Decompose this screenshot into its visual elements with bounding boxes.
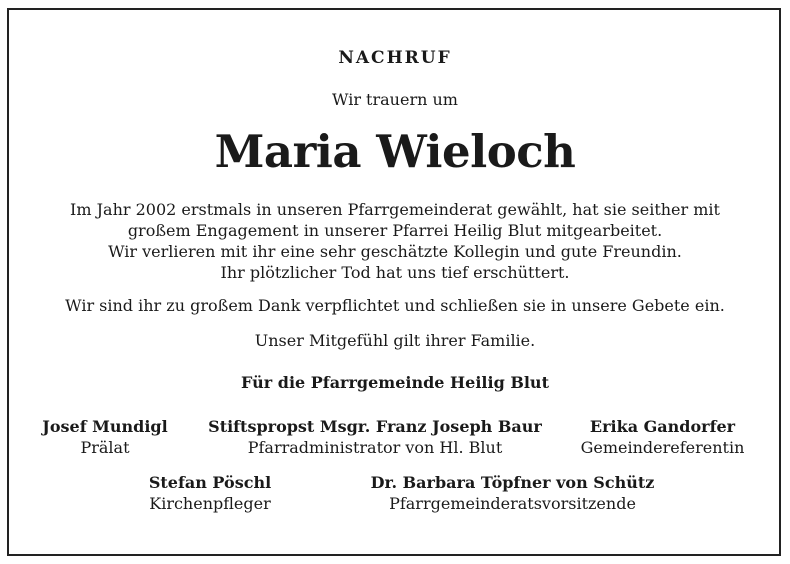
on-behalf-text: Für die Pfarrgemeinde Heilig Blut	[241, 373, 549, 392]
paragraph-line: Wir verlieren mit ihr eine sehr geschätzte Kollegin und gute Freundin.	[108, 242, 682, 261]
signatory	[30, 417, 180, 457]
paragraph-line: großem Engagement in unserer Pfarrei Heilig Blut mitgearbeitet.	[127, 221, 663, 240]
gratitude-text: Wir sind ihr zu großem Dank verpflichtet und schließen sie in unsere Gebete ein.	[65, 296, 725, 315]
notice-heading: NACHRUF	[338, 48, 452, 68]
signatory	[560, 417, 765, 457]
signatory-role: Gemeindereferentin	[580, 438, 745, 457]
condolence-text: Unser Mitgefühl gilt ihrer Familie.	[254, 331, 536, 350]
signatory-name: Erika Gandorfer	[589, 417, 736, 436]
signatory-role: Pfarradministrator von Hl. Blut	[247, 438, 503, 457]
signatory-name: Stefan Pöschl	[148, 473, 272, 492]
paragraph-line: Ihr plötzlicher Tod hat uns tief erschüttert.	[220, 263, 570, 282]
signatory-name: Stiftspropst Msgr. Franz Joseph Baur	[208, 417, 542, 436]
paragraph-line: Im Jahr 2002 erstmals in unseren Pfarrgemeinderat gewählt, hat sie seither mit	[70, 200, 720, 219]
signatory	[120, 473, 300, 513]
signatory	[350, 473, 675, 513]
signatory-name: Dr. Barbara Töpfner von Schütz	[370, 473, 655, 492]
signatory	[200, 417, 550, 457]
deceased-name: Maria Wieloch	[214, 125, 576, 178]
signatory-name: Josef Mundigl	[42, 417, 168, 436]
notice-subheading: Wir trauern um	[332, 90, 458, 109]
signatory-role: Pfarrgemeinderatsvorsitzende	[389, 494, 636, 513]
signatory-role: Kirchenpfleger	[149, 494, 271, 513]
signatory-role: Prälat	[80, 438, 130, 457]
